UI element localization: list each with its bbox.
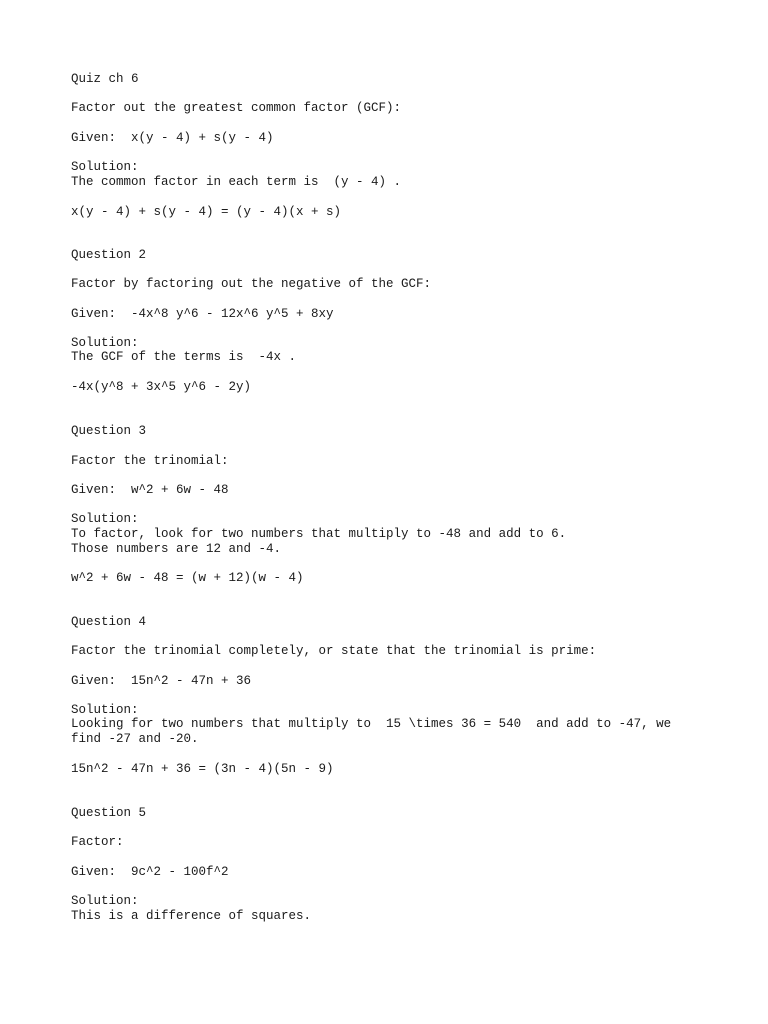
q1-prompt: Factor out the greatest common factor (GCF):: [71, 101, 402, 115]
q3-given: Given: w^2 + 6w - 48: [71, 483, 229, 497]
q2-prompt: Factor by factoring out the negative of the GCF:: [71, 277, 432, 291]
q4-result: 15n^2 - 47n + 36 = (3n - 4)(5n - 9): [71, 762, 334, 776]
q1-solution-label: Solution:: [71, 160, 139, 174]
q2-explanation: The GCF of the terms is -4x .: [71, 350, 297, 364]
q3-prompt: Factor the trinomial:: [71, 454, 229, 468]
q2-solution-label: Solution:: [71, 336, 139, 350]
q1-result: x(y - 4) + s(y - 4) = (y - 4)(x + s): [71, 205, 342, 219]
q5-given: Given: 9c^2 - 100f^2: [71, 865, 229, 879]
q4-solution-label: Solution:: [71, 703, 139, 717]
q1-given: Given: x(y - 4) + s(y - 4): [71, 131, 274, 145]
q4-heading: Question 4: [71, 615, 147, 629]
q2-given: Given: -4x^8 y^6 - 12x^6 y^5 + 8xy: [71, 307, 334, 321]
q2-result: -4x(y^8 + 3x^5 y^6 - 2y): [71, 380, 252, 394]
q2-heading: Question 2: [71, 248, 147, 262]
quiz-title: Quiz ch 6: [71, 72, 139, 86]
q4-given: Given: 15n^2 - 47n + 36: [71, 674, 252, 688]
q3-solution-label: Solution:: [71, 512, 139, 526]
q5-solution-label: Solution:: [71, 894, 139, 908]
q5-heading: Question 5: [71, 806, 147, 820]
q3-result: w^2 + 6w - 48 = (w + 12)(w - 4): [71, 571, 304, 585]
q4-explanation-line-2: find -27 and -20.: [71, 732, 199, 746]
q3-heading: Question 3: [71, 424, 147, 438]
q3-explanation-line-2: Those numbers are 12 and -4.: [71, 542, 282, 556]
q4-prompt: Factor the trinomial completely, or state that the trinomial is prime:: [71, 644, 597, 658]
q4-explanation-line-1: Looking for two numbers that multiply to 15 \times 36 = 540 and add to -47, we: [71, 717, 672, 731]
q3-explanation-line-1: To factor, look for two numbers that multiply to -48 and add to 6.: [71, 527, 567, 541]
q1-explanation: The common factor in each term is (y - 4) .: [71, 175, 402, 189]
q5-explanation: This is a difference of squares.: [71, 909, 312, 923]
q5-prompt: Factor:: [71, 835, 124, 849]
